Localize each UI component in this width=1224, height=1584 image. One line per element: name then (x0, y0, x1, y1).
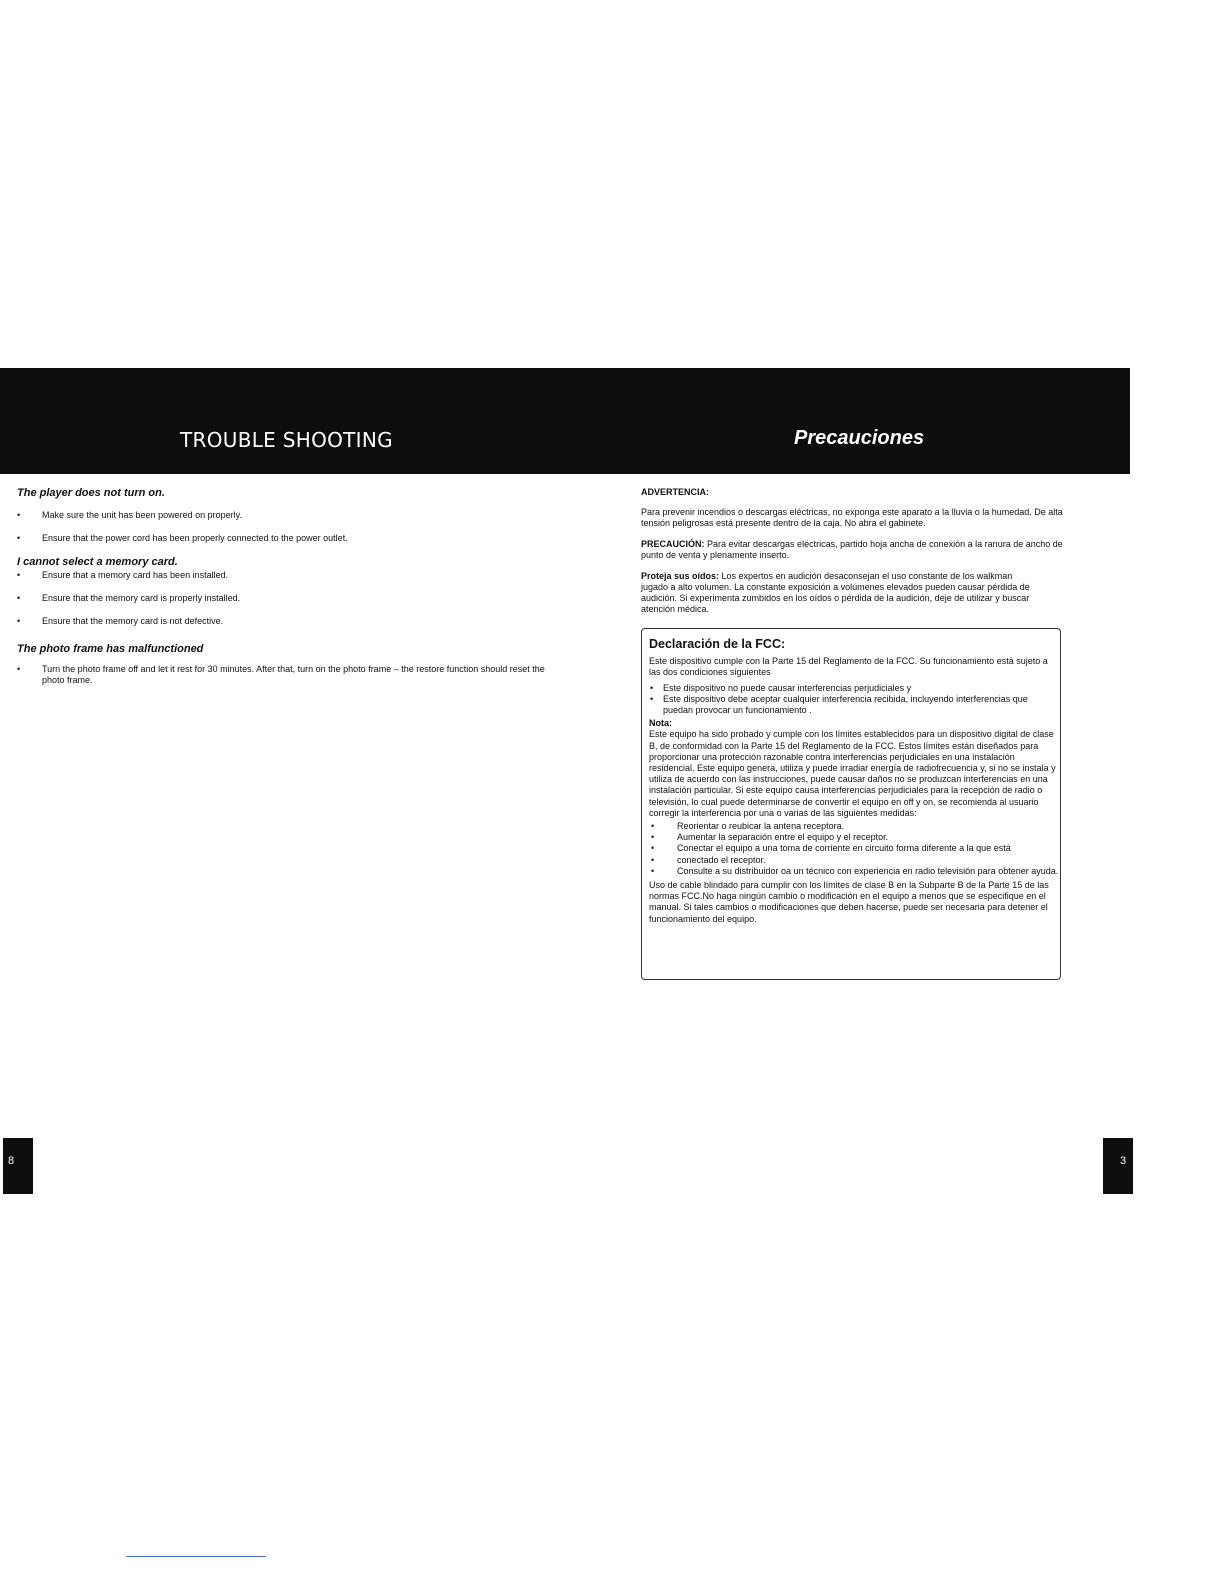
footer-link-underline (126, 1556, 266, 1557)
fcc-condition: • Este dispositivo no puede causar interferencias perjudiciales y (650, 682, 912, 693)
fcc-condition: • Este dispositivo debe aceptar cualquier interferencia recibida, incluyendo interferencias que puedan provocar un funcionamiento . (650, 693, 1028, 716)
precaucion-paragraph: PRECAUCIÓN: Para evitar descargas eléctricas, partido hoja ancha de conexión a la ranura de ancho de punto de venta y plenamente inserto. (641, 539, 1063, 560)
fcc-measure: • Consulte a su distribuidor oa un técnico con experiencia en radio televisión para obtener ayuda. (651, 865, 1059, 876)
header-bar (0, 368, 1130, 474)
ts-item: • Ensure that the power cord has been properly connected to the power outlet. (17, 533, 348, 543)
ts-item: • Make sure the unit has been powered on properly. (17, 510, 242, 520)
ts-heading-power: The player does not turn on. (17, 487, 165, 499)
ts-item: • Turn the photo frame off and let it rest for 30 minutes. After that, turn on the photo frame – the restore function should reset the photo frame. (17, 664, 545, 685)
fcc-measure: • Aumentar la separación entre el equipo y el receptor. (651, 832, 889, 843)
nota-label: Nota: (649, 718, 672, 729)
troubleshooting-section (17, 487, 557, 686)
fcc-intro: Este dispositivo cumple con la Parte 15 del Reglamento de la FCC. Su funcionamiento está sujeto a las dos condiciones siguientes (649, 656, 1048, 678)
ts-heading-malfunction: The photo frame has malfunctioned (17, 643, 204, 655)
precauciones-title: Precauciones (794, 427, 925, 449)
nota-text: Este equipo ha sido probado y cumple con los límites establecidos para un dispositivo digital de clase B, de conformidad con la Parte 15 del Reglamento de la FCC. Estos límites están diseñados para proporcionar una protección razonable contra interferencias perjudiciales en una instalación residencial. Este equipo genera, utiliza y puede irradiar energía de radiofrecuencia y, si no se instala y utiliza de acuerdo con las instrucciones, puede causar daños no se produzcan interferencias en una instalación particular. Si este equipo causa interferencias perjudiciales para la recepción de radio o televisión, lo cual puede determinarse de convertir el equipo en off y on, se recomienda al usuario corregir la interferencia por una o varias de las siguientes medidas: (649, 729, 1056, 818)
ts-item: • Ensure that the memory card is properly installed. (17, 593, 241, 603)
fcc-box (641, 628, 1061, 980)
troubleshooting-title: TROUBLE SHOOTING (180, 428, 393, 452)
proteja-paragraph: Proteja sus oídos: Los expertos en audición desaconsejan el uso constante de los walkman jugado a alto volumen. La constante exposición a volúmenes elevados pueden causar pérdida de audición. Si experimenta zumbidos en los oídos o pérdida de la audición, deje de utilizar y buscar atención médica. (641, 571, 1030, 614)
page-number-left: 8 (3, 1138, 33, 1194)
fcc-measure: • Conectar el equipo a una toma de corriente en circuito forma diferente a la que está (651, 843, 1011, 854)
page-number-right: 3 (1103, 1138, 1133, 1194)
precauciones-section (641, 487, 1081, 615)
fcc-title: Declaración de la FCC: (649, 637, 786, 651)
ts-item: • Ensure that a memory card has been installed. (17, 570, 229, 580)
fcc-measure: • conectado el receptor. (651, 854, 766, 865)
fcc-measure: • Reorientar o reubicar la antena receptora. (651, 821, 845, 832)
ts-heading-memory: I cannot select a memory card. (17, 556, 178, 568)
fcc-closing: Uso de cable blindado para cumplir con los límites de clase B en la Subparte B de la Parte 15 de las normas FCC.No haga ningún cambio o modificación en el equipo a menos que se especifique en el manual. Si tales cambios o modificaciones que deben hacerse, puede ser necesaria para detener el funcionamiento del equipo. (649, 880, 1049, 924)
advertencia-text: Para prevenir incendios o descargas eléctricas, no exponga este aparato a la lluvia o la humedad. De alta tensión peligrosas está presente dentro de la caja. No abra el gabinete. (641, 507, 1063, 528)
advertencia-label: ADVERTENCIA: (641, 487, 710, 497)
ts-item: • Ensure that the memory card is not defective. (17, 616, 224, 626)
